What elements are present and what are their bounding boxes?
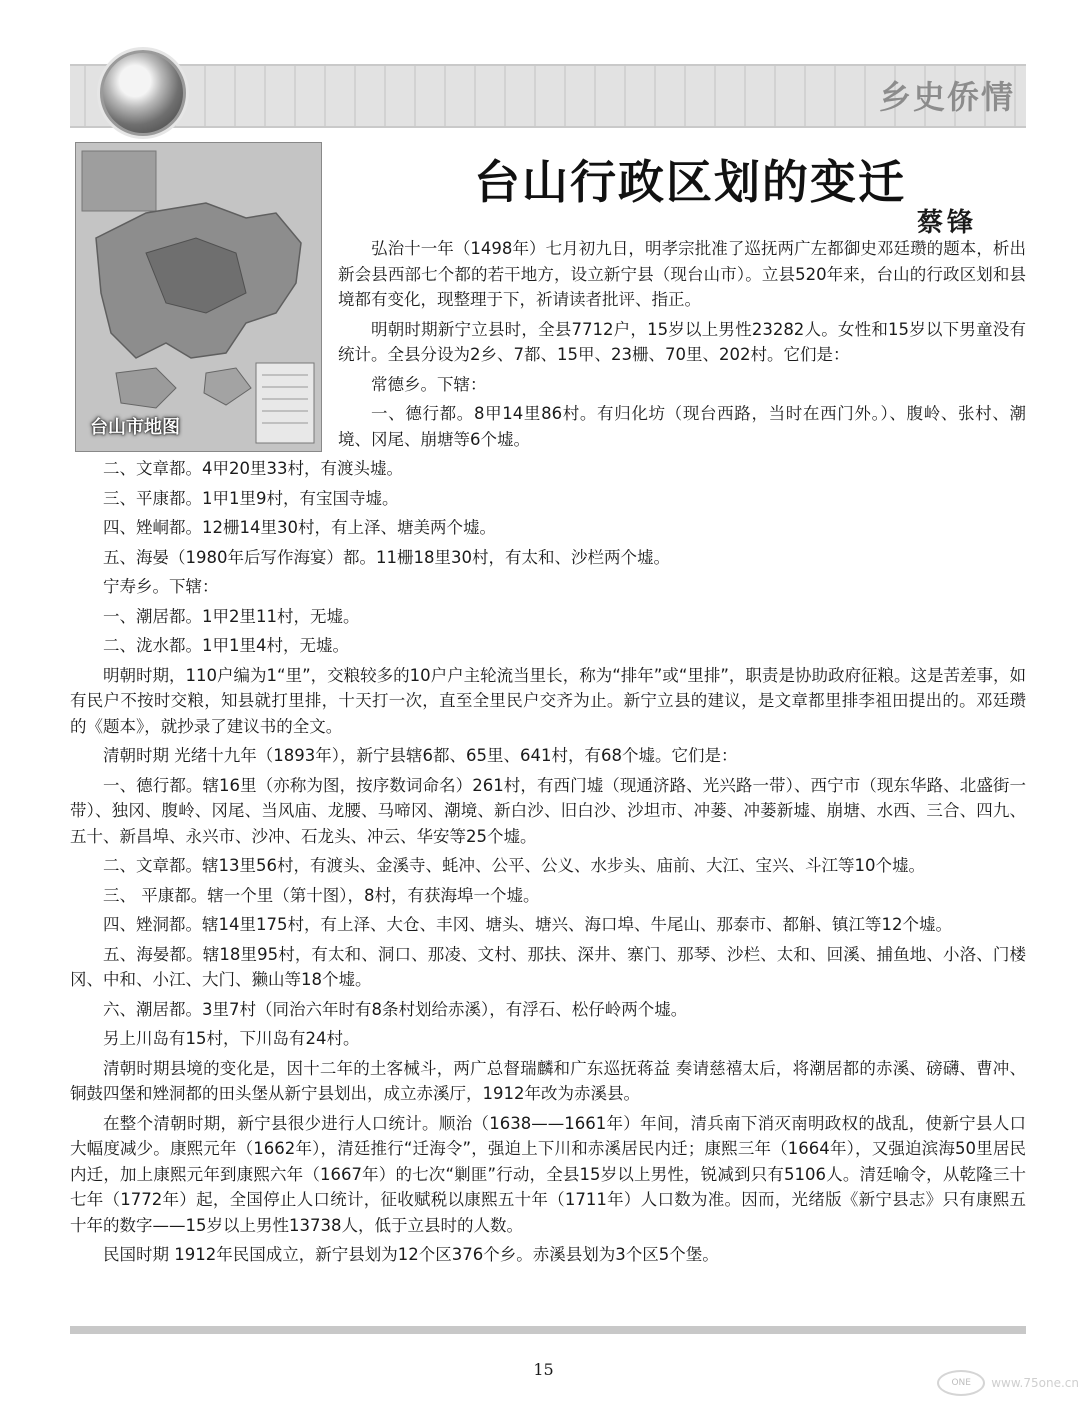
paragraph: 二、泷水都。1甲1里4村，无墟。 [103, 636, 349, 655]
paragraph: 一、德行都。8甲14里86村。有归化坊（现台西路，当时在西门外。）、腹岭、张村、潮境、冈尾、崩塘等6个墟。 [338, 404, 1026, 449]
article-author: 蔡锋 [916, 208, 977, 238]
landscape-medallion-image [100, 50, 186, 136]
paragraph: 宁寿乡。下辖： [103, 577, 219, 596]
paragraph: 四、矬峒都。12栅14里30村，有上泽、塘美两个墟。 [103, 518, 496, 537]
paragraph: 五、海晏都。辖18里95村，有太和、洞口、那凌、文村、那扶、深井、寨门、那琴、沙栏、太和、回溪、捕鱼地、小洛、门楼冈、中和、小江、大门、獭山等18个墟。 [70, 944, 1026, 989]
section-label: 乡史侨情 [878, 78, 1015, 116]
paragraph: 六、潮居都。3里7村（同治六年时有8条村划给赤溪），有浮石、松仔岭两个墟。 [103, 999, 688, 1019]
globe-logo-icon: ONE [937, 1370, 985, 1396]
watermark [937, 1370, 1079, 1396]
footer-rule [70, 1326, 1026, 1334]
watermark-url: www.75one.cn [991, 1376, 1079, 1390]
paragraph: 清朝时期 光绪十九年（1893年），新宁县辖6都、65里、641村，有68个墟。它们是： [103, 746, 738, 765]
paragraph: 五、海晏（1980年后写作海宴）都。11栅18里30村，有太和、沙栏两个墟。 [103, 547, 670, 567]
paragraph: 清朝时期县境的变化是，因十二年的土客械斗，两广总督瑞麟和广东巡抚蒋益 奏请慈禧太后，将潮居都的赤溪、磅礴、曹冲、铜鼓四堡和矬洞都的田头堡从新宁县划出，成立赤溪厅，1912年改为赤溪县。 [70, 1058, 1026, 1103]
paragraph: 二、文章都。4甲20里33村，有渡头墟。 [103, 459, 403, 478]
paragraph: 三、平康都。1甲1里9村，有宝国寺墟。 [103, 488, 399, 508]
map-caption: 台山市地图 [90, 417, 180, 438]
article-body [70, 236, 1026, 1272]
paragraph: 民国时期 1912年民国成立，新宁县划为12个区376个乡。赤溪县划为3个区5个堡。 [103, 1245, 719, 1264]
paragraph: 四、矬洞都。辖14里175村，有上泽、大仓、丰冈、塘头、塘兴、海口埠、牛尾山、那泰市、都斛、镇江等12个墟。 [103, 915, 952, 934]
paragraph: 一、潮居都。1甲2里11村，无墟。 [103, 606, 360, 626]
article-title: 台山行政区划的变迁 [474, 155, 906, 209]
page-number: 15 [533, 1360, 554, 1379]
paragraph: 在整个清朝时期，新宁县很少进行人口统计。顺治（1638——1661年）年间，清兵南下消灭南明政权的战乱，使新宁县人口大幅度减少。康熙元年（1662年），清廷推行“迁海令”，强迫上下川和赤溪居民内迁；康熙三年（1664年），又强迫滨海50里居民内迁，加上康熙元年到康熙六年（1667年）的七次“剿匪”行动，全县15岁以上男性，锐减到只有5106人。清廷喻令，从乾隆三十七年（1772年）起，全国停止人口统计，征收赋税以康熙五十年（1711年）人口数为准。因而，光绪版《新宁县志》只有康熙五十年的数字——15岁以上男性13738人，低于立县时的人数。 [70, 1113, 1026, 1235]
paragraph: 明朝时期，110户编为1“里”，交粮较多的10户户主轮流当里长，称为“排年”或“里排”，职责是协助政府征粮。这是苦差事，如有民户不按时交粮，知县就打里排，十天打一次，直至全里民户交齐为止。新宁立县的建议，是文章都里排李祖田提出的。邓廷瓒的《题本》，就抄录了建议书的全文。 [70, 665, 1026, 736]
paragraph: 二、文章都。辖13里56村，有渡头、金溪寺、蚝冲、公平、公义、水步头、庙前、大江、宝兴、斗江等10个墟。 [103, 856, 925, 875]
paragraph: 三、 平康都。辖一个里（第十图），8村，有获海埠一个墟。 [103, 885, 540, 905]
paragraph: 一、德行都。辖16里（亦称为图，按序数词命名）261村，有西门墟（现通济路、光兴路一带）、西宁市（现东华路、北盛街一带）、独冈、腹岭、冈尾、当风庙、龙腰、马啼冈、潮境、新白沙、旧白沙、沙坦市、冲蒌、冲蒌新墟、崩塘、水西、三合、四九、五十、新昌埠、永兴市、沙冲、石龙头、冲云、华安等25个墟。 [70, 775, 1026, 846]
paragraph: 另上川岛有15村，下川岛有24村。 [103, 1029, 360, 1048]
paragraph: 明朝时期新宁立县时，全县7712户，15岁以上男性23282人。女性和15岁以下男童没有统计。全县分设为2乡、7都、15甲、23栅、70里、202村。它们是： [338, 319, 1026, 364]
paragraph: 弘治十一年（1498年）七月初九日，明孝宗批准了巡抚两广左都御史邓廷瓒的题本，析出新会县西部七个都的若干地方，设立新宁县（现台山市）。立县520年来，台山的行政区划和县境都有变化，现整理于下，祈请读者批评、指正。 [338, 239, 1026, 309]
paragraph: 常德乡。下辖： [371, 374, 487, 394]
